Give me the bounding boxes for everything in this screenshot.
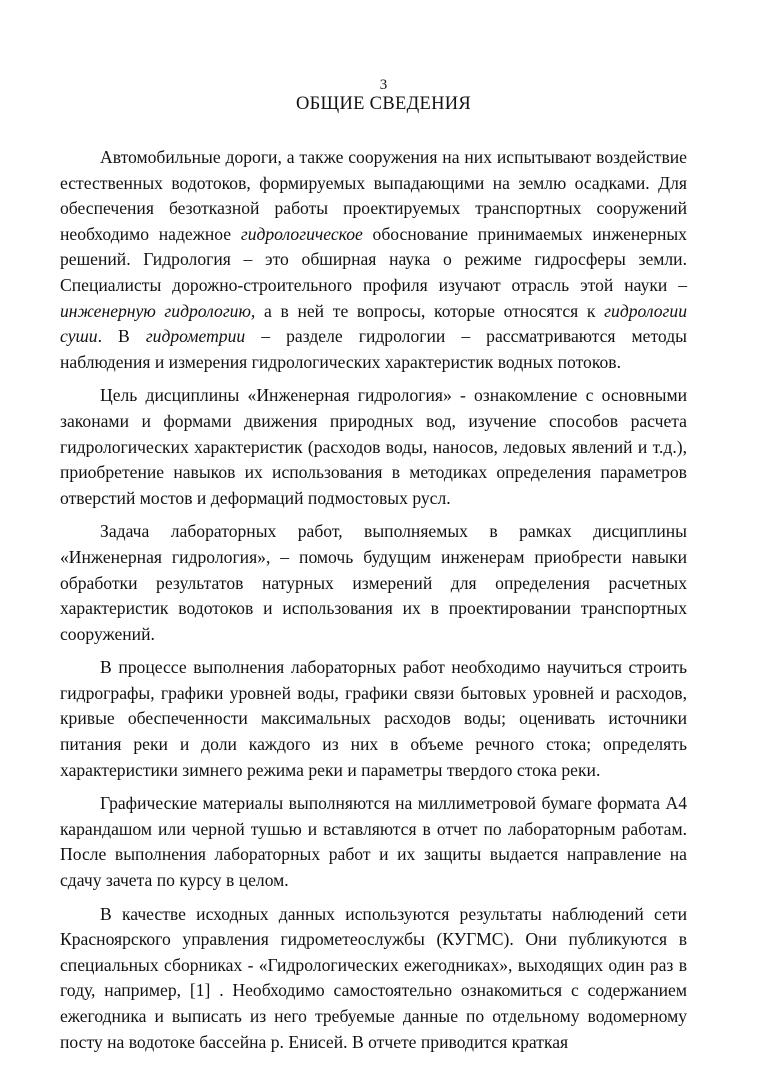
italic-term: инженерную гидрологию, [60, 300, 256, 321]
paragraph-2 [60, 383, 687, 511]
page-number: 3 [379, 77, 388, 93]
text-run: Цель дисциплины «Инженерная гидрология» - ознакомление с основными законами и формами движения природных вод, изучение способов расчета гидрологических характеристик (расходов воды, наносов, ледовых явлений и т.д.), приобретение навыков их использования в методиках определения параметров отверстий мостов и деформаций подмостовых русл. [60, 385, 687, 508]
text-run: В качестве исходных данных используются результаты наблюдений сети Красноярского управления гидрометеослужбы (КУГМС). Они публикуются в специальных сборниках - «Гидрологических ежегодниках», выходящих один раз в году, например, [1] . Необходимо самостоятельно ознакомиться с содержанием ежегодника и выписать из него требуемые данные по отдельному водомерному посту на водотоке бассейна р. Енисей. В отчете приводится краткая [60, 903, 687, 1052]
italic-term: гидрологии суши [60, 300, 688, 347]
text-run: . В [97, 326, 146, 347]
italic-term: гидрометрии [145, 326, 246, 347]
text-run: обоснование принимаемых инженерных решений. Гидрология – это обширная наука о режиме гидросферы земли. Специалисты дорожно-строительного профиля изучают отрасль этой науки – [60, 223, 687, 295]
paragraph-4 [60, 655, 687, 783]
text-run: Графические материалы выполняются на миллиметровой бумаге формата А4 карандашом или черной тушью и вставляются в отчет по лабораторным работам. После выполнения лабораторных работ и их защиты выдается направление на сдачу зачета по курсу в целом. [60, 793, 687, 891]
paragraph-5 [60, 791, 687, 893]
section-title: ОБЩИЕ СВЕДЕНИЯ [295, 94, 472, 114]
text-run: Автомобильные дороги, а также сооружения на них испытывают воздействие естественных водотоков, формируемых выпадающими на землю осадками. Для обеспечения безотказной работы проектируемых транспортных сооружений необходимо надежное [60, 147, 687, 244]
paragraph-3 [60, 519, 687, 647]
text-run: В процессе выполнения лабораторных работ необходимо научиться строить гидрографы, графики уровней воды, графики связи бытовых уровней и расходов, кривые обеспеченности максимальных расходов воды; оценивать источники питания реки и доли каждого из них в объеме речного стока; определять характеристики зимнего режима реки и параметры твердого стока реки. [60, 657, 687, 780]
document-body [60, 145, 687, 1063]
text-run: Задача лабораторных работ, выполняемых в рамках дисциплины «Инженерная гидрология», – помочь будущим инженерам приобрести навыки обработки результатов натурных измерений для определения расчетных характеристик водотоков и использования их в проектировании транспортных сооружений. [60, 521, 687, 644]
text-run: а в ней те вопросы, которые относятся к [255, 300, 605, 321]
paragraph-6 [60, 902, 687, 1056]
paragraph-1 [60, 145, 687, 375]
italic-term: гидрологическое [240, 223, 363, 244]
text-run: – разделе гидрологии – рассматриваются методы наблюдения и измерения гидрологических характеристик водных потоков. [60, 326, 687, 372]
